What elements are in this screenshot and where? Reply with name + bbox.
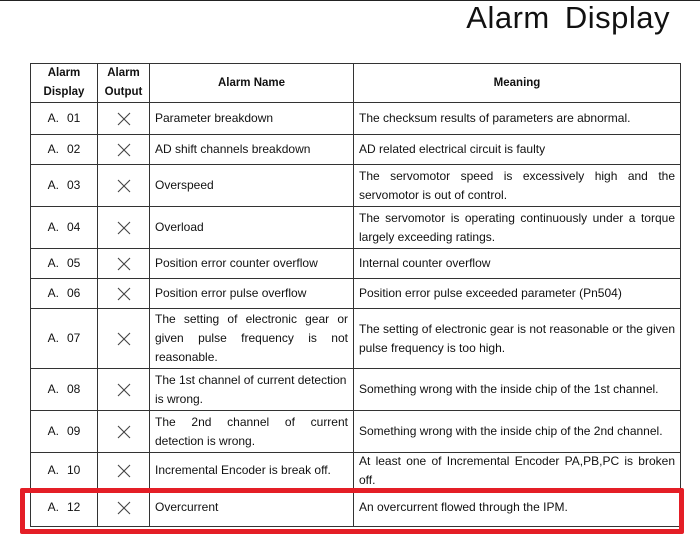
alarm-name: Incremental Encoder is break off. — [150, 453, 354, 489]
alarm-meaning: The servomotor is operating continuously under a torque largely exceeding ratings. — [354, 207, 681, 249]
alarm-meaning: The servomotor speed is excessively high and the servomotor is out of control. — [354, 165, 681, 207]
alarm-name: Overcurrent — [150, 489, 354, 527]
table-row — [31, 411, 681, 453]
alarm-code: A. 02 — [31, 135, 98, 165]
header-meaning: Meaning — [354, 64, 681, 103]
header-alarm-output: Alarm Output — [98, 64, 150, 103]
alarm-meaning: Something wrong with the inside chip of the 1st channel. — [354, 369, 681, 411]
alarm-code: A. 07 — [31, 309, 98, 369]
alarm-code: A. 10 — [31, 453, 98, 489]
alarm-code: A. 06 — [31, 279, 98, 309]
alarm-name: Overspeed — [150, 165, 354, 207]
alarm-code: A. 09 — [31, 411, 98, 453]
cross-icon — [98, 453, 150, 489]
header-alarm-display: Alarm Display — [31, 64, 98, 103]
header-alarm-name: Alarm Name — [150, 64, 354, 103]
table-row — [31, 207, 681, 249]
alarm-name: Position error pulse overflow — [150, 279, 354, 309]
cross-icon — [98, 489, 150, 527]
alarm-code: A. 05 — [31, 249, 98, 279]
table-row — [31, 309, 681, 369]
cross-icon — [98, 165, 150, 207]
alarm-meaning: Internal counter overflow — [354, 249, 681, 279]
alarm-code: A. 04 — [31, 207, 98, 249]
table-row — [31, 489, 681, 527]
alarm-name: The setting of electronic gear or given pulse frequency is not reasonable. — [150, 309, 354, 369]
alarm-name: AD shift channels breakdown — [150, 135, 354, 165]
alarm-table — [30, 63, 681, 527]
alarm-code: A. 12 — [31, 489, 98, 527]
table-row — [31, 279, 681, 309]
alarm-meaning: Position error pulse exceeded parameter (Pn504) — [354, 279, 681, 309]
alarm-name: Overload — [150, 207, 354, 249]
table-row — [31, 249, 681, 279]
alarm-code: A. 03 — [31, 165, 98, 207]
cross-icon — [98, 309, 150, 369]
alarm-meaning: At least one of Incremental Encoder PA,PB,PC is broken off. — [354, 453, 681, 489]
table-row — [31, 135, 681, 165]
table-row — [31, 369, 681, 411]
alarm-meaning: AD related electrical circuit is faulty — [354, 135, 681, 165]
table-header-row — [31, 64, 681, 103]
cross-icon — [98, 279, 150, 309]
alarm-name: Parameter breakdown — [150, 103, 354, 135]
cross-icon — [98, 411, 150, 453]
cross-icon — [98, 369, 150, 411]
alarm-meaning: The setting of electronic gear is not reasonable or the given pulse frequency is too high. — [354, 309, 681, 369]
alarm-meaning: An overcurrent flowed through the IPM. — [354, 489, 681, 527]
alarm-meaning: The checksum results of parameters are abnormal. — [354, 103, 681, 135]
alarm-name: The 2nd channel of current detection is wrong. — [150, 411, 354, 453]
cross-icon — [98, 103, 150, 135]
cross-icon — [98, 249, 150, 279]
partial-next-row — [30, 529, 682, 534]
page-title: Alarm Display — [466, 0, 670, 35]
alarm-code: A. 08 — [31, 369, 98, 411]
alarm-meaning: Something wrong with the inside chip of the 2nd channel. — [354, 411, 681, 453]
alarm-name: Position error counter overflow — [150, 249, 354, 279]
cross-icon — [98, 207, 150, 249]
table-row — [31, 165, 681, 207]
alarm-name: The 1st channel of current detection is wrong. — [150, 369, 354, 411]
alarm-code: A. 01 — [31, 103, 98, 135]
table-row — [31, 453, 681, 489]
table-row — [31, 103, 681, 135]
cross-icon — [98, 135, 150, 165]
